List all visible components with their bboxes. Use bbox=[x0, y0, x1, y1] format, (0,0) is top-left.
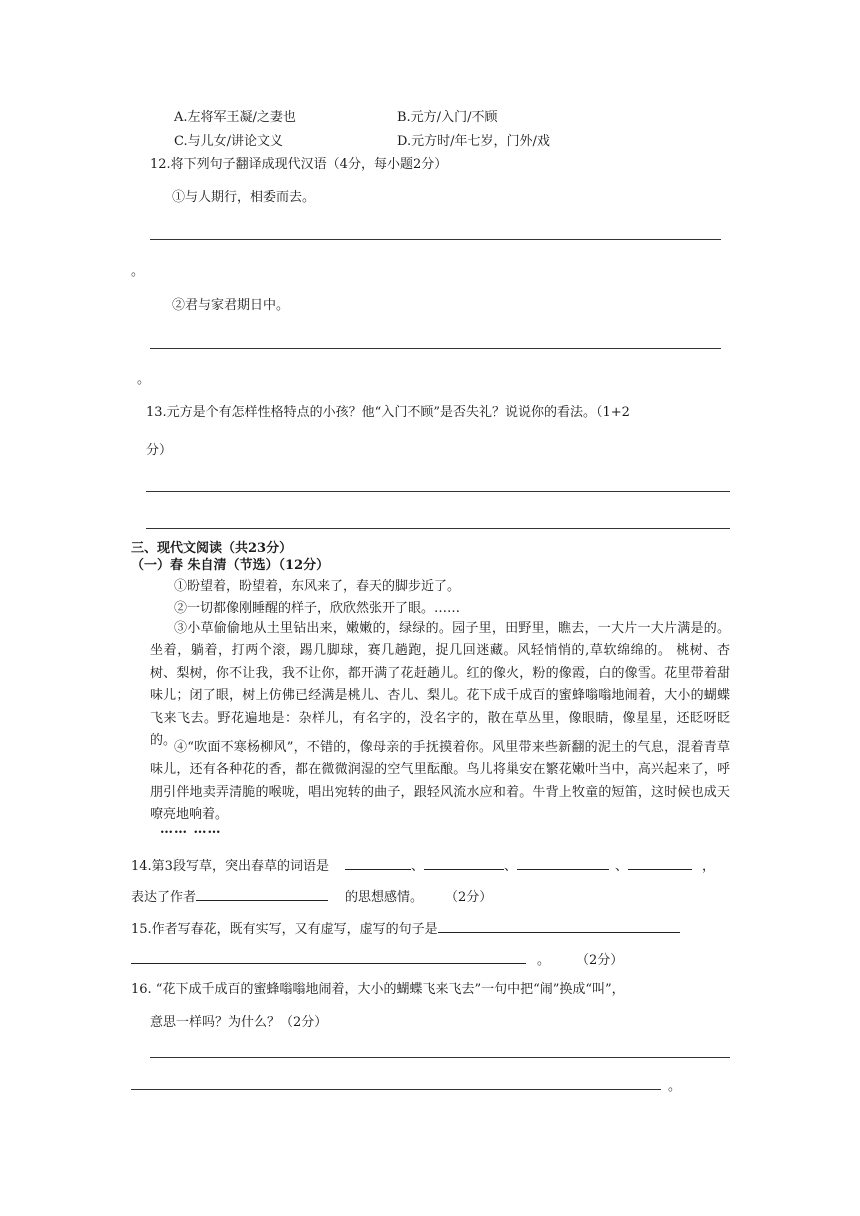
q11-option-a: A.左将军王凝/之妻也 bbox=[174, 110, 296, 125]
q15-blank-1[interactable] bbox=[438, 919, 680, 933]
q15-end-mark: 。 bbox=[537, 953, 551, 968]
q14-line-2-prefix: 表达了作者 bbox=[131, 890, 197, 905]
q14-separator: 、 bbox=[503, 859, 517, 874]
q16-prompt: 16. “花下成千成百的蜜蜂嗡嗡地闹着，大小的蝴蝶飞来飞去”一句中把“闹”换成“叫”， bbox=[131, 982, 625, 997]
q12-answer-line-2[interactable] bbox=[150, 348, 721, 349]
q15-line-1 bbox=[131, 919, 680, 936]
q16-end-mark: 。 bbox=[668, 1079, 682, 1094]
q13-prompt-cont: 分） bbox=[146, 443, 173, 458]
q14-blank-3[interactable] bbox=[517, 856, 609, 870]
q14-blank-1[interactable] bbox=[345, 856, 411, 870]
q14-line-2 bbox=[131, 887, 492, 904]
q14-separator: 、 bbox=[410, 859, 424, 874]
q13-answer-line-2[interactable] bbox=[146, 528, 730, 529]
q12-item-1: ①与人期行，相委而去。 bbox=[172, 190, 316, 205]
section-3-title: 三、现代文阅读（共23分） bbox=[131, 541, 293, 556]
q14-line-1 bbox=[131, 856, 715, 873]
q15-prompt: 15.作者写春花，既有实写，又有虚写，虚写的句子是 bbox=[131, 922, 438, 937]
passage-p3: ③小草偷偷地从土里钻出来，嫩嫩的，绿绿的。园子里，田野里，瞧去，一大片一大片满是的。坐着，躺着，打两个滚，踢几脚球，赛几趟跑，捉几回迷藏。风轻悄悄的,草软绵绵的。 桃树、杏树、梨树，你不让我，我不让你，都开满了花赶趟儿。红的像火，粉的像霞，白的像雪。花里带着甜味儿；闭了眼，树上仿佛已经满是桃儿、杏儿、梨儿。花下成千成百的蜜蜂嗡嗡地闹着，大小的蝴蝶飞来飞去。野花遍地是：杂样儿，有名字的，没名字的，散在草丛里，像眼睛，像星星，还眨呀眨的。 bbox=[150, 621, 730, 749]
q14-blank-feeling[interactable] bbox=[196, 887, 328, 901]
passage-p2: ②一切都像刚睡醒的样子，欣欣然张开了眼。…… bbox=[174, 601, 461, 616]
q12-end-mark-1: 。 bbox=[131, 264, 145, 279]
passage-ellipsis: …… …… bbox=[160, 822, 222, 837]
q12-answer-line-1[interactable] bbox=[150, 239, 721, 240]
q14-line-2-suffix: 的思想感情。 bbox=[345, 890, 424, 905]
q14-score: （2分） bbox=[445, 890, 493, 905]
passage-p1: ①盼望着，盼望着，东风来了，春天的脚步近了。 bbox=[174, 579, 461, 594]
q14-blank-2[interactable] bbox=[424, 856, 504, 870]
q12-item-2: ②君与家君期日中。 bbox=[172, 298, 290, 313]
q14-end-mark: ， bbox=[702, 859, 716, 874]
q16-prompt-cont: 意思一样吗？为什么？（2分） bbox=[150, 1015, 328, 1030]
q12-end-mark-2: 。 bbox=[137, 372, 151, 387]
passage-p4: ④“吹面不寒杨柳风”，不错的，像母亲的手抚摸着你。风里带来些新翻的泥土的气息，混着青草味儿，还有各种花的香，都在微微润湿的空气里酝酿。鸟儿将巢安在繁花嫩叶当中，高兴起来了，呼朋引伴地卖弄清脆的喉咙，唱出宛转的曲子，跟轻风流水应和着。牛背上牧童的短笛，这时候也成天嘹亮地响着。 bbox=[150, 740, 730, 823]
q11-option-b: B.元方/入门/不顾 bbox=[397, 110, 498, 125]
q14-prompt: 14.第3段写草，突出春草的词语是 bbox=[131, 859, 329, 874]
q13-prompt: 13.元方是个有怎样性格特点的小孩？他“入门不顾”是否失礼？说说你的看法。（1+2 bbox=[146, 405, 630, 420]
q15-blank-2[interactable] bbox=[131, 950, 526, 964]
q11-option-c: C.与儿女/讲论文义 bbox=[174, 134, 283, 149]
q12-prompt: 12.将下列句子翻译成现代汉语（4分，每小题2分） bbox=[150, 157, 448, 172]
q13-answer-line-1[interactable] bbox=[146, 491, 730, 492]
q14-separator: 、 bbox=[614, 859, 628, 874]
q14-blank-4[interactable] bbox=[628, 856, 692, 870]
q15-score: （2分） bbox=[576, 953, 624, 968]
q16-answer-line-2[interactable] bbox=[131, 1089, 661, 1090]
q15-line-2 bbox=[131, 950, 623, 967]
q16-answer-line-1[interactable] bbox=[150, 1057, 730, 1058]
section-3-subtitle: （一）春 朱自清（节选）（12分） bbox=[131, 558, 330, 573]
q11-option-d: D.元方时/年七岁，门外/戏 bbox=[397, 134, 550, 149]
